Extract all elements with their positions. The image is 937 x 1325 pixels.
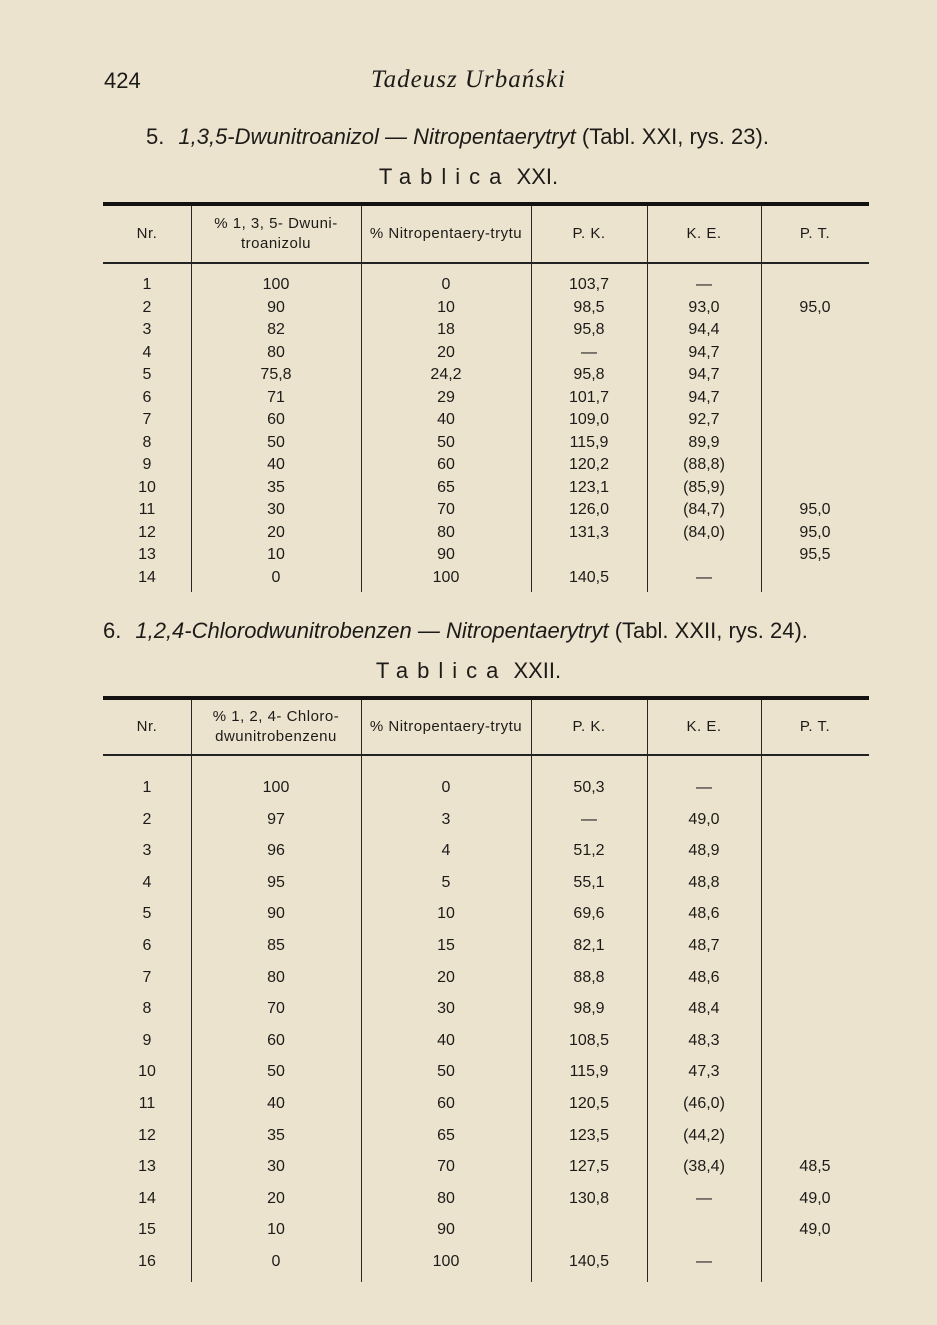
table-row	[103, 387, 869, 410]
cell-nr: 13	[138, 1158, 156, 1176]
cell-nr: 3	[142, 321, 152, 338]
cell-percent-a: 71	[267, 388, 285, 406]
table-row	[103, 898, 869, 930]
cell-ke: 49,0	[688, 810, 720, 828]
cell-pk: 123,5	[568, 1126, 610, 1144]
cell-ke: 48,9	[688, 842, 720, 860]
cell-percent-b: 60	[437, 456, 455, 473]
table-row	[103, 432, 869, 455]
header-ke: K. E.	[686, 718, 722, 735]
table-row	[103, 930, 869, 962]
cell-pt: 95,5	[799, 546, 831, 563]
section-5-heading	[146, 124, 769, 150]
cell-percent-a: 82	[267, 321, 285, 338]
cell-percent-a: 50	[267, 433, 285, 451]
cell-nr: 7	[142, 968, 152, 986]
cell-percent-a: 60	[267, 1031, 285, 1049]
cell-pk: 120,5	[568, 1095, 610, 1112]
cell-pk: 130,8	[568, 1189, 610, 1207]
cell-pk: 126,0	[568, 501, 610, 518]
cell-ke: 89,9	[688, 433, 720, 451]
cell-pt: 95,0	[799, 501, 831, 518]
cell-pk: 95,8	[573, 321, 605, 338]
cell-ke: 47,3	[688, 1063, 720, 1081]
table-row	[103, 1056, 869, 1088]
table-row	[103, 1025, 869, 1057]
cell-nr: 11	[138, 1095, 156, 1112]
table-22-caption-number: XXII.	[513, 658, 562, 683]
cell-pk: 50,3	[573, 779, 605, 796]
cell-nr: 5	[142, 905, 152, 923]
cell-percent-b: 65	[437, 1126, 455, 1144]
cell-ke: (44,2)	[683, 1126, 725, 1144]
cell-pk: —	[581, 343, 597, 361]
table-row	[103, 962, 869, 994]
cell-pk: 115,9	[569, 1063, 609, 1081]
table-row	[103, 319, 869, 342]
cell-percent-b: 70	[437, 501, 455, 518]
cell-nr: 12	[138, 1126, 156, 1144]
cell-nr: 12	[138, 523, 156, 541]
cell-nr: 4	[142, 343, 152, 361]
table-21	[103, 202, 869, 592]
table-row	[103, 1120, 869, 1152]
cell-ke: —	[696, 1253, 712, 1270]
table-row	[103, 274, 869, 297]
cell-ke: 48,3	[688, 1031, 720, 1049]
cell-nr: 7	[142, 411, 152, 428]
cell-nr: 8	[142, 433, 152, 451]
cell-pk: 123,1	[568, 478, 610, 496]
cell-nr: 14	[138, 1189, 156, 1207]
cell-nr: 1	[142, 276, 152, 293]
cell-percent-a: 40	[267, 1095, 285, 1112]
cell-percent-b: 18	[437, 321, 455, 338]
cell-pk: 98,9	[573, 1000, 605, 1018]
cell-percent-a: 70	[267, 1000, 285, 1018]
table-21-caption	[0, 164, 937, 190]
cell-nr: 16	[138, 1253, 156, 1270]
section-6-heading	[103, 618, 808, 644]
cell-percent-a: 100	[262, 276, 290, 293]
cell-percent-b: 90	[437, 546, 455, 563]
section-6-ref: (Tabl. XXII, rys. 24).	[614, 618, 808, 643]
cell-percent-a: 60	[267, 411, 285, 428]
cell-pk: 127,5	[568, 1158, 610, 1176]
cell-percent-a: 50	[267, 1063, 285, 1081]
cell-percent-a: 80	[267, 343, 285, 361]
cell-ke: (84,7)	[683, 501, 725, 518]
table-row	[103, 499, 869, 522]
cell-nr: 6	[142, 937, 152, 954]
header-pt: P. T.	[799, 718, 831, 735]
cell-percent-a: 100	[262, 779, 290, 796]
cell-percent-a: 10	[267, 546, 285, 563]
table-row	[103, 772, 869, 804]
cell-pk: 120,2	[568, 456, 610, 473]
table-row	[103, 1088, 869, 1120]
cell-ke: —	[696, 779, 712, 796]
table-header-rule	[103, 262, 869, 264]
cell-percent-a: 35	[267, 1126, 285, 1144]
cell-ke: 48,6	[688, 968, 720, 986]
cell-percent-b: 60	[437, 1095, 455, 1112]
cell-percent-a: 90	[267, 298, 285, 316]
section-5-ref: (Tabl. XXI, rys. 23).	[581, 124, 769, 149]
cell-percent-a: 85	[267, 937, 285, 954]
cell-ke: 94,7	[688, 343, 720, 361]
table-row	[103, 477, 869, 500]
cell-nr: 10	[138, 478, 156, 496]
cell-nr: 2	[142, 298, 152, 316]
cell-percent-b: 4	[441, 842, 451, 860]
cell-percent-b: 80	[437, 523, 455, 541]
cell-percent-b: 80	[437, 1189, 455, 1207]
cell-percent-b: 40	[437, 1031, 455, 1049]
cell-nr: 13	[138, 546, 156, 563]
cell-percent-a: 20	[267, 523, 285, 541]
table-row	[103, 1214, 869, 1246]
header-nr: Nr.	[136, 718, 158, 735]
cell-percent-b: 50	[437, 433, 455, 451]
cell-nr: 15	[138, 1221, 156, 1239]
cell-nr: 9	[142, 1031, 152, 1049]
cell-percent-a: 0	[271, 1253, 281, 1270]
cell-pt: 49,0	[799, 1221, 831, 1239]
header-percent-nitropentaerytryt: % Nitropentaery-trytu	[369, 225, 523, 242]
table-row	[103, 364, 869, 387]
cell-ke: (46,0)	[683, 1095, 725, 1112]
cell-nr: 2	[142, 810, 152, 828]
cell-percent-a: 95	[267, 873, 285, 891]
cell-pk: 82,1	[573, 937, 605, 954]
cell-percent-a: 40	[267, 456, 285, 473]
cell-percent-b: 90	[437, 1221, 455, 1239]
cell-ke: (84,0)	[683, 523, 725, 541]
cell-nr: 11	[138, 501, 156, 518]
cell-nr: 10	[138, 1063, 156, 1081]
cell-pk: —	[581, 810, 597, 828]
cell-percent-b: 100	[432, 1253, 460, 1270]
cell-percent-b: 100	[432, 568, 460, 586]
cell-percent-a: 20	[267, 1189, 285, 1207]
cell-ke: —	[696, 276, 712, 293]
section-6-number: 6.	[103, 618, 122, 643]
table-row	[103, 522, 869, 545]
table-22-caption	[0, 658, 937, 684]
page-number: 424	[104, 68, 141, 93]
cell-ke: 48,7	[688, 937, 720, 954]
table-row	[103, 804, 869, 836]
cell-ke: 93,0	[688, 298, 720, 316]
cell-pk: 98,5	[573, 298, 605, 316]
cell-ke: 92,7	[688, 411, 720, 428]
cell-ke: 94,7	[688, 366, 720, 383]
table-row	[103, 1246, 869, 1278]
table-row	[103, 544, 869, 567]
table-row	[103, 342, 869, 365]
cell-pk: 69,6	[573, 905, 605, 923]
cell-nr: 9	[142, 456, 152, 473]
cell-percent-a: 30	[267, 501, 285, 518]
cell-pk: 103,7	[568, 276, 610, 293]
cell-percent-b: 40	[437, 411, 455, 428]
cell-percent-b: 20	[437, 343, 455, 361]
section-5-title: 1,3,5-Dwunitroanizol — Nitropentaerytryt	[178, 124, 576, 149]
cell-pk: 101,7	[568, 388, 610, 406]
cell-pk: 140,5	[568, 1253, 610, 1270]
cell-percent-a: 80	[267, 968, 285, 986]
cell-pk: 131,3	[568, 523, 610, 541]
header-percent-chlorodwunitrobenzen: % 1, 2, 4- Chloro-dwunitrobenzenu	[212, 708, 340, 745]
cell-pt: 95,0	[799, 523, 831, 541]
cell-percent-b: 70	[437, 1158, 455, 1176]
table-row	[103, 993, 869, 1025]
cell-percent-b: 30	[437, 1000, 455, 1018]
cell-percent-b: 3	[441, 810, 451, 828]
running-title: Tadeusz Urbański	[371, 66, 566, 93]
cell-pt: 48,5	[799, 1158, 831, 1176]
cell-ke: —	[696, 568, 712, 586]
cell-percent-a: 0	[271, 568, 281, 586]
cell-percent-a: 35	[267, 478, 285, 496]
cell-percent-a: 10	[267, 1221, 285, 1239]
cell-pk: 95,8	[573, 366, 605, 383]
table-row	[103, 835, 869, 867]
cell-pk: 140,5	[568, 568, 610, 586]
header-percent-dwunitroanizol: % 1, 3, 5- Dwuni-troanizolu	[214, 215, 338, 252]
cell-percent-a: 97	[267, 810, 285, 828]
cell-ke: 94,4	[688, 321, 720, 338]
cell-percent-a: 96	[267, 842, 285, 860]
cell-percent-b: 15	[437, 937, 455, 954]
table-row	[103, 867, 869, 899]
cell-nr: 5	[142, 366, 152, 383]
cell-pk: 109,0	[568, 411, 610, 428]
cell-nr: 4	[142, 873, 152, 891]
table-22	[103, 696, 869, 1282]
cell-pk: 88,8	[573, 968, 605, 986]
cell-nr: 14	[138, 568, 156, 586]
table-21-caption-word: Tablica	[378, 164, 511, 189]
header-nr: Nr.	[136, 225, 158, 242]
table-row	[103, 454, 869, 477]
cell-ke: 48,6	[688, 905, 720, 923]
header-percent-nitropentaerytryt: % Nitropentaery-trytu	[369, 718, 523, 735]
cell-percent-a: 90	[267, 905, 285, 923]
table-22-caption-word: Tablica	[375, 658, 508, 683]
table-row	[103, 409, 869, 432]
cell-percent-b: 5	[441, 873, 451, 891]
cell-nr: 6	[142, 388, 152, 406]
cell-nr: 8	[142, 1000, 152, 1018]
cell-ke: (85,9)	[683, 478, 725, 496]
header-pk: P. K.	[572, 718, 606, 735]
cell-percent-a: 75,8	[260, 366, 292, 383]
cell-ke: 48,8	[688, 873, 720, 891]
table-row	[103, 1151, 869, 1183]
header-pt: P. T.	[799, 225, 831, 242]
cell-percent-b: 10	[437, 298, 455, 316]
cell-percent-b: 65	[437, 478, 455, 496]
cell-pt: 49,0	[799, 1189, 831, 1207]
table-row	[103, 1183, 869, 1215]
cell-ke: 94,7	[688, 388, 720, 406]
cell-pk: 55,1	[573, 873, 605, 891]
cell-nr: 3	[142, 842, 152, 860]
section-6-title: 1,2,4-Chlorodwunitrobenzen — Nitropentaerytryt	[135, 618, 609, 643]
cell-percent-b: 0	[441, 276, 451, 293]
cell-percent-a: 30	[267, 1158, 285, 1176]
cell-percent-b: 0	[441, 779, 451, 796]
cell-nr: 1	[142, 779, 152, 796]
table-header-rule	[103, 754, 869, 756]
section-5-number: 5.	[146, 124, 165, 149]
cell-pt: 95,0	[799, 298, 831, 316]
table-row	[103, 297, 869, 320]
cell-percent-b: 29	[437, 388, 455, 406]
table-21-caption-number: XXI.	[516, 164, 559, 189]
header-ke: K. E.	[686, 225, 722, 242]
cell-ke: (88,8)	[683, 456, 725, 473]
cell-pk: 115,9	[569, 433, 609, 451]
cell-ke: —	[696, 1189, 712, 1207]
cell-percent-b: 20	[437, 968, 455, 986]
cell-ke: (38,4)	[683, 1158, 725, 1176]
cell-pk: 108,5	[568, 1031, 610, 1049]
table-row	[103, 567, 869, 590]
cell-percent-b: 24,2	[430, 366, 462, 383]
cell-pk: 51,2	[573, 842, 605, 860]
cell-ke: 48,4	[688, 1000, 720, 1018]
cell-percent-b: 50	[437, 1063, 455, 1081]
cell-percent-b: 10	[437, 905, 455, 923]
header-pk: P. K.	[572, 225, 606, 242]
